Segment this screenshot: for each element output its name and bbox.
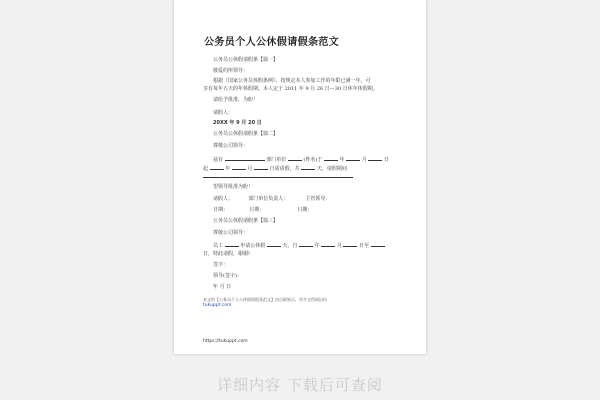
blank-field xyxy=(232,165,246,170)
leader-sign-label: 领导(签字)： xyxy=(213,273,242,279)
form-line-2 xyxy=(203,165,347,172)
date-row xyxy=(213,207,312,213)
blank-field xyxy=(301,165,315,170)
form-text: 月 xyxy=(361,157,367,163)
form-text: 兹有 xyxy=(213,157,224,163)
blank-field xyxy=(225,242,239,247)
document-title: 公务员个人公休假请假条范文 xyxy=(204,37,340,48)
form-text: 日需请假，共 xyxy=(269,166,300,172)
salutation-2: 尊敬公司领导： xyxy=(213,143,249,149)
date-label: 日期： xyxy=(297,207,313,213)
date-label: 日期： xyxy=(249,207,265,213)
document-page[interactable] xyxy=(174,0,426,354)
section-heading-1: 公务员公休假请假条【篇一】 xyxy=(213,57,279,63)
date-line-3: 年 月 日 xyxy=(213,284,232,290)
approval-request: 望领导批准为盼！ xyxy=(213,184,254,190)
blank-field xyxy=(299,242,313,247)
blank-field xyxy=(346,156,360,161)
form-text: 天，自 xyxy=(282,243,298,249)
salutation-1: 敬爱的所领导： xyxy=(213,68,249,74)
signature-label: 请假人： xyxy=(213,196,234,202)
signature-label-1: 请假人： xyxy=(213,110,234,116)
sign-label: 签字： xyxy=(213,262,229,268)
footer-link[interactable]: tukuppt.com xyxy=(203,303,232,308)
blank-field xyxy=(324,156,338,161)
form-text: 年 xyxy=(314,243,320,249)
blank-field xyxy=(371,242,385,247)
body-line-1: 根据《国家公务员休假条例》，按规定本人参加工作的年限已满一年，可 xyxy=(213,78,371,84)
blank-field xyxy=(210,165,224,170)
form-text: 申请公休假 xyxy=(240,243,266,249)
body-line-2: 享有每年五天的年休假期。本人定于 2011 年 9 月 26 日—30 日休年休假期。 xyxy=(203,86,378,92)
footer-note: 本文档【公务员个人公休假请假条范文】由自联展示，更多文档请访问 xyxy=(203,297,327,302)
section-heading-3: 公务员公休假请假条【篇三】 xyxy=(213,218,279,224)
download-hint: 详细内容 下载后可查阅 xyxy=(217,376,383,394)
signature-row xyxy=(213,196,330,202)
form-text: 部门单位 xyxy=(266,157,287,163)
form-line-1 xyxy=(213,156,389,163)
form-text: 年 xyxy=(339,157,345,163)
blank-field xyxy=(368,156,382,161)
body-line-3: 请给予批准，为盼！ xyxy=(213,97,259,103)
form-text: (姓名)于 xyxy=(303,157,323,163)
form-text: 年 xyxy=(225,166,231,172)
form-text: 天，请假期间 xyxy=(316,166,347,172)
form-line-3 xyxy=(203,173,353,180)
form-line-4 xyxy=(213,242,385,249)
blank-field xyxy=(203,173,353,178)
blank-field xyxy=(343,242,357,247)
supervisor-label: 主管领导： xyxy=(305,196,331,202)
form-line-5: 日，特此请假，谢谢! xyxy=(203,251,251,257)
blank-field xyxy=(288,156,302,161)
blank-field xyxy=(254,165,268,170)
form-text: 起 xyxy=(203,166,209,172)
blank-field xyxy=(321,242,335,247)
section-heading-2: 公务员公休假请假条【篇二】 xyxy=(213,131,279,137)
blank-field xyxy=(267,242,281,247)
salutation-3: 尊敬公司领导： xyxy=(213,230,249,236)
form-text: 日至 xyxy=(359,243,370,249)
form-text: 月 xyxy=(336,243,342,249)
form-text: 日 xyxy=(383,157,389,163)
dept-head-label: 部门单位负责人： xyxy=(248,196,289,202)
form-text: 员工 xyxy=(213,243,224,249)
document-url[interactable]: https://tukuppt.com xyxy=(203,339,248,344)
date-line-1: 20XX 年 9 月 20 日 xyxy=(213,120,262,126)
date-label: 日期： xyxy=(213,207,229,213)
blank-field xyxy=(225,156,265,161)
form-text: 月 xyxy=(247,166,253,172)
